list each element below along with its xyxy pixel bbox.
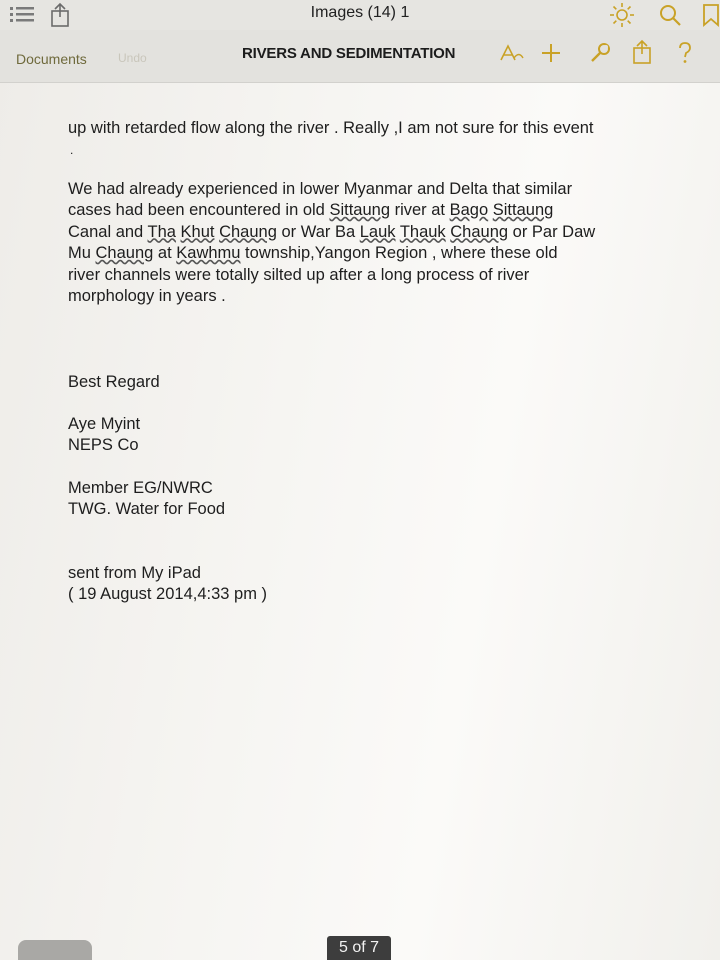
bookmark-icon[interactable] <box>702 3 720 27</box>
membership-line: Member EG/NWRC <box>68 479 213 497</box>
text-line: morphology in years . <box>68 287 226 305</box>
share-icon[interactable] <box>632 39 654 65</box>
search-icon[interactable] <box>658 3 684 27</box>
text-line: Mu Chaung at Kawhmu township,Yangon Region , where these old <box>68 244 558 262</box>
spellcheck-word: Bago <box>449 201 489 219</box>
document-body <box>68 118 668 605</box>
paragraph <box>68 179 668 308</box>
spellcheck-word: Chaung <box>450 222 509 241</box>
text-format-icon[interactable] <box>499 43 525 63</box>
status-bar <box>0 0 720 30</box>
spellcheck-word: Tha <box>147 222 176 241</box>
window-title: Images (14) 1 <box>310 4 410 21</box>
text-line: up with retarded flow along the river . Really ,I am not sure for this event <box>68 119 594 137</box>
document-title: RIVERS AND SEDIMENTATION <box>242 45 456 62</box>
signature-org: NEPS Co <box>68 436 139 454</box>
add-icon[interactable] <box>540 42 562 64</box>
spellcheck-word: Lauk <box>359 222 396 241</box>
spellcheck-word: Sittaung <box>492 201 554 219</box>
text-line: Canal and Tha Khut Chaung or War Ba Lauk Thauk Chaung or Par Daw <box>68 222 596 241</box>
sent-date: ( 19 August 2014,4:33 pm ) <box>68 585 268 603</box>
brightness-icon[interactable] <box>609 2 635 28</box>
spellcheck-word: Kawhmu <box>176 244 241 262</box>
page-indicator: 5 of 7 <box>327 936 391 960</box>
spellcheck-word: Chaung <box>219 222 277 241</box>
text-line: river channels were totally silted up after a long process of river <box>68 265 530 284</box>
wrench-icon[interactable] <box>588 41 612 65</box>
spellcheck-word: Chaung <box>95 244 154 262</box>
stray-dot: . <box>70 142 74 157</box>
toolbar <box>0 30 720 83</box>
bottom-button[interactable] <box>18 940 92 960</box>
signature-name: Aye Myint <box>68 415 141 433</box>
spellcheck-word: Sittaung <box>329 201 390 219</box>
spellcheck-word: Khut <box>180 222 215 241</box>
spellcheck-word: Thauk <box>399 222 446 241</box>
text-line: We had already experienced in lower Myanmar and Delta that similar <box>68 179 573 198</box>
help-icon[interactable] <box>676 41 694 65</box>
membership-line: TWG. Water for Food <box>68 500 226 518</box>
text-line: cases had been encountered in old Sittaung river at Bago Sittaung <box>68 201 554 219</box>
undo-button[interactable]: Undo <box>118 51 147 65</box>
sent-from: sent from My iPad <box>68 564 201 582</box>
closing: Best Regard <box>68 372 160 391</box>
documents-button[interactable]: Documents <box>16 51 87 67</box>
